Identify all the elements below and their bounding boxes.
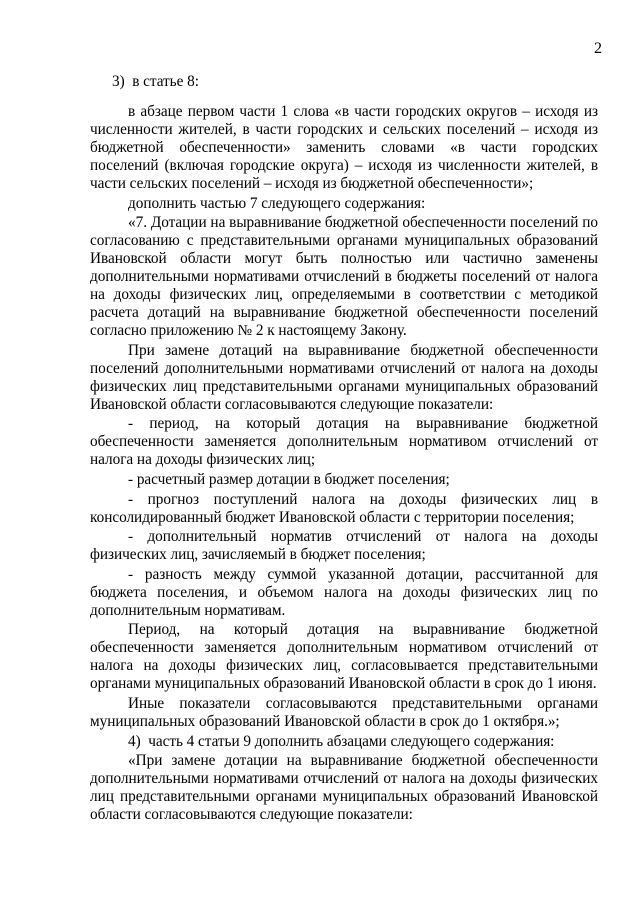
list-item-article-9: 4) часть 4 статьи 9 дополнить абзацами следующего содержания: [128, 732, 555, 750]
document-body [90, 73, 598, 826]
paragraph: Период, на который дотация на выравнивание бюджетной обеспеченности заменяется дополнительным нормативом отчислений от налога на доходы физических лиц, согласовывается представительными органами муниципальных образований Ивановской области в срок до 1 июня. [90, 621, 598, 693]
dash-list-item: - разность между суммой указанной дотации, рассчитанной для бюджета поселения, и объемом налога на доходы физических лиц по дополнительным нормативам. [90, 565, 598, 619]
paragraph: дополнить частью 7 следующего содержания: [128, 194, 426, 212]
list-item-article-8: 3) в статье 8: [112, 73, 199, 90]
paragraph: При замене дотаций на выравнивание бюджетной обеспеченности поселений дополнительными нормативами отчислений от налога на доходы физических лиц представительными органами муниципальных образований Ивановской области согласовываются следующие показатели: [90, 341, 598, 413]
dash-list-item: - период, на который дотация на выравнивание бюджетной обеспеченности заменяется дополнительным нормативом отчислений от налога на доходы физических лиц; [90, 415, 598, 469]
page-number: 2 [594, 40, 602, 57]
paragraph: «7. Дотации на выравнивание бюджетной обеспеченности поселений по согласованию с представительными органами муниципальных образований Ивановской области могут быть полностью или частично заменены дополнительными нормативами отчислений в бюджеты поселений от налога на доходы физических лиц, определяемыми в соответствии с методикой расчета дотаций на выравнивание бюджетной обеспеченности поселений согласно приложению № 2 к настоящему Закону. [90, 214, 598, 340]
dash-list-item: - прогноз поступлений налога на доходы физических лиц в консолидированный бюджет Ивановской области с территории поселения; [90, 490, 598, 526]
paragraph: Иные показатели согласовываются представительными органами муниципальных образований Ивановской области в срок до 1 октября.»; [90, 694, 598, 730]
dash-list-item: - дополнительный норматив отчислений от налога на доходы физических лиц, зачисляемый в бюджет поселения; [90, 528, 598, 564]
dash-list-item: - расчетный размер дотации в бюджет поселения; [128, 470, 450, 488]
paragraph: «При замене дотации на выравнивание бюджетной обеспеченности дополнительными нормативами отчислений от налога на доходы физических лиц представительными органами муниципальных образований Ивановской области согласовываются следующие показатели: [90, 752, 598, 824]
paragraph: в абзаце первом части 1 слова «в части городских округов – исходя из численности жителей, в части городских и сельских поселений – исходя из бюджетной обеспеченности» заменить словами «в части городских поселений (включая городские округа) – исходя из численности жителей, в части сельских поселений – исходя из бюджетной обеспеченности»; [90, 103, 598, 192]
